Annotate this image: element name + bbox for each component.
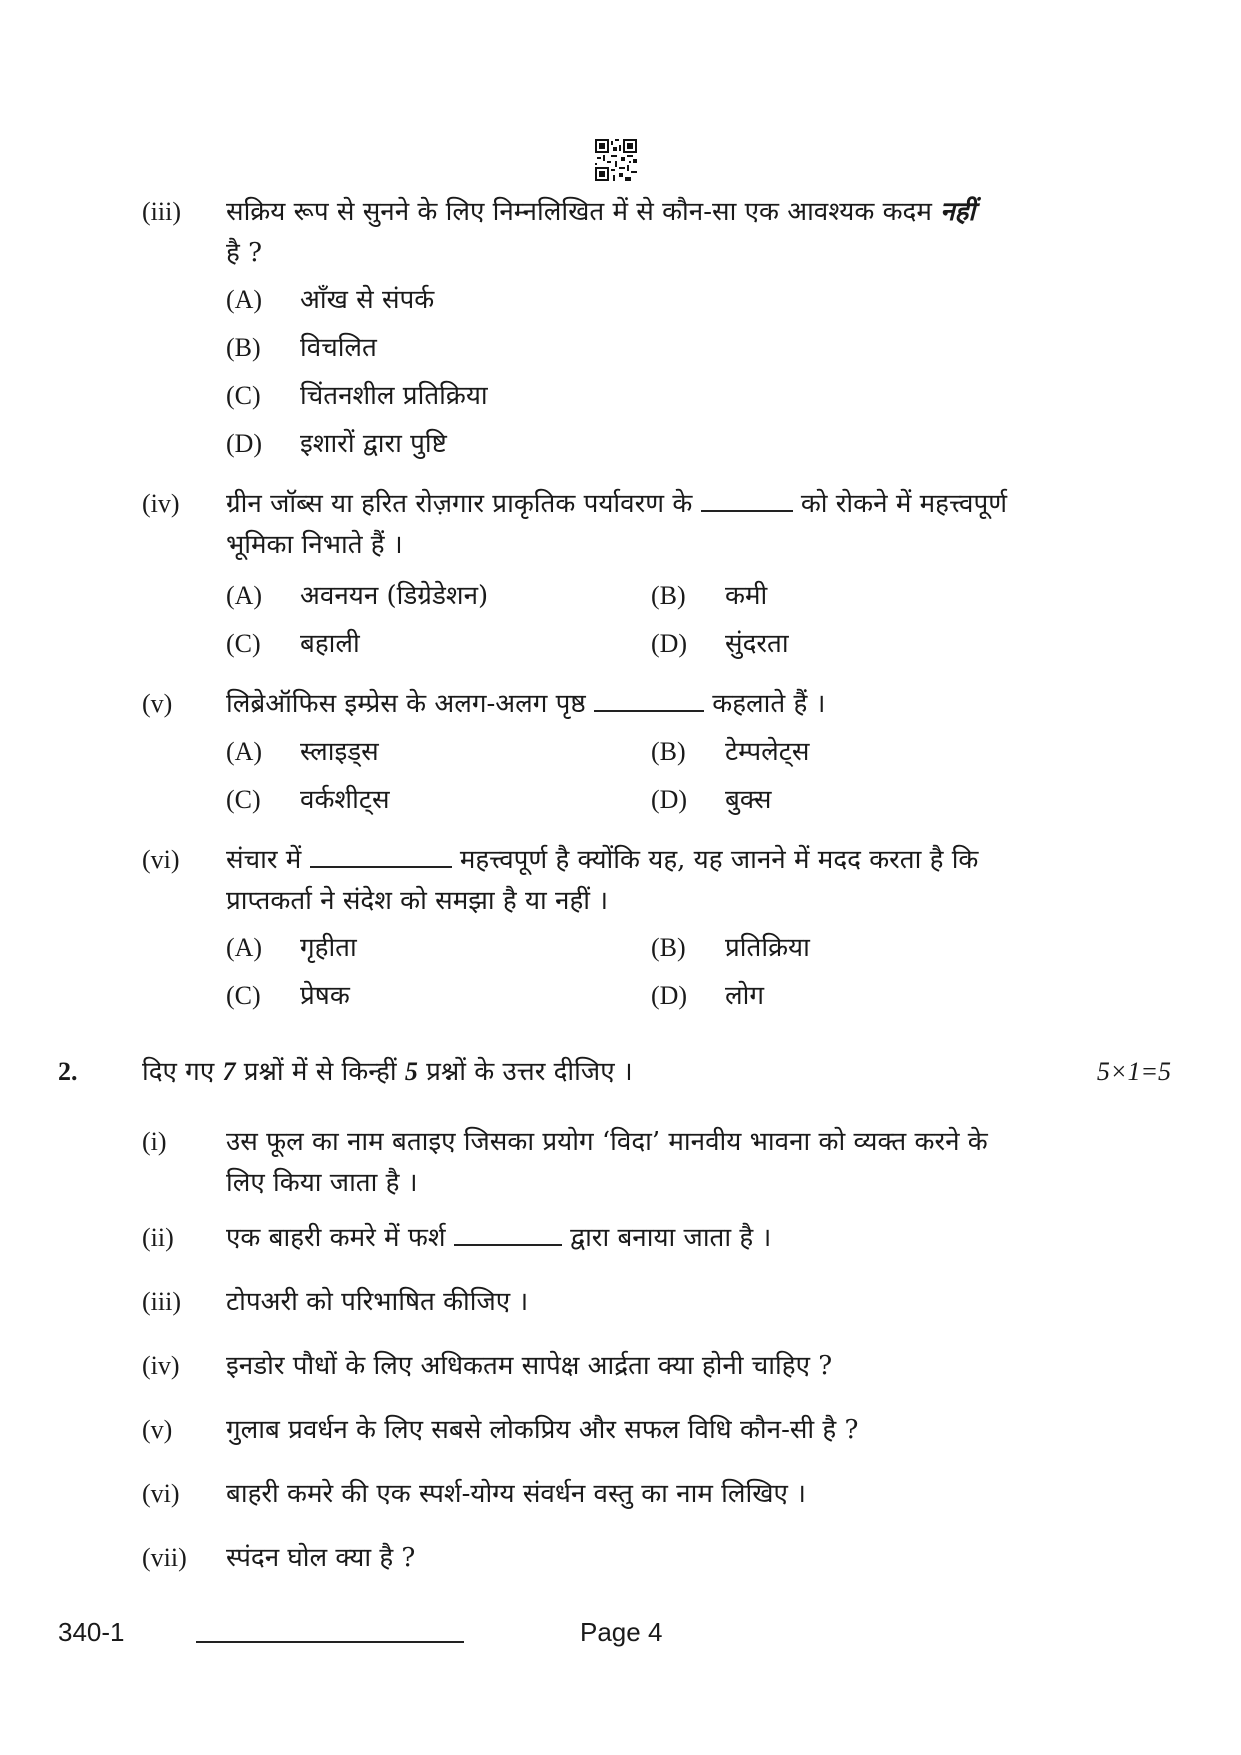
question-text-part: सक्रिय रूप से सुनने के लिए निम्नलिखित में से कौन-सा एक आवश्यक कदम	[226, 197, 941, 227]
option-b: (B) विचलित	[226, 333, 377, 363]
page-number: Page 4	[580, 1617, 663, 1647]
question-text	[226, 1218, 1114, 1259]
question-text-part: प्राप्तकर्ता ने संदेश को समझा है या नहीं ।	[226, 886, 609, 916]
option-a: (A) आँख से संपर्क	[226, 285, 435, 315]
instruction-count: 5	[404, 1057, 418, 1086]
question-text	[226, 840, 1114, 922]
fill-blank	[594, 688, 704, 712]
qr-code-icon	[595, 139, 637, 181]
question-text: टोपअरी को परिभाषित कीजिए ।	[226, 1287, 529, 1317]
question-number: (iii)	[142, 1287, 181, 1316]
instruction-part: प्रश्नों में से किन्हीं	[235, 1057, 405, 1087]
option-a: (A) अवनयन (डिग्रेडेशन)	[226, 581, 489, 611]
option-b: (B) प्रतिक्रिया	[651, 933, 810, 963]
question-text: इनडोर पौधों के लिए अधिकतम सापेक्ष आर्द्रता क्या होनी चाहिए ?	[226, 1351, 833, 1381]
question-text	[226, 192, 1114, 274]
option-b: (B) कमी	[651, 581, 768, 611]
question-text-part: संचार में	[226, 845, 302, 875]
marks-label: 5×1=5	[1096, 1057, 1171, 1086]
question-text-part: लिए किया जाता है ।	[226, 1168, 418, 1198]
question-text-part: द्वारा बनाया जाता है ।	[570, 1223, 772, 1253]
question-text-part: को रोकने में महत्त्वपूर्ण	[800, 489, 1008, 519]
question-text	[226, 484, 1114, 566]
paper-code: 340-1	[58, 1617, 125, 1647]
question-text-part: एक बाहरी कमरे में फर्श	[226, 1223, 446, 1253]
question-number: (ii)	[142, 1223, 174, 1252]
question-text: स्पंदन घोल क्या है ?	[226, 1543, 416, 1573]
question-2-instruction	[142, 1052, 633, 1092]
question-number: (vi)	[142, 1479, 180, 1508]
instruction-part: प्रश्नों के उत्तर दीजिए ।	[417, 1057, 633, 1087]
question-number: (v)	[142, 689, 173, 718]
question-text-part: महत्त्वपूर्ण है क्योंकि यह, यह जानने में मदद करता है कि	[459, 845, 979, 875]
option-d: (D) बुक्स	[651, 785, 772, 815]
question-number: (v)	[142, 1415, 173, 1444]
question-number: (vii)	[142, 1543, 187, 1572]
question-number: (i)	[142, 1127, 167, 1156]
question-text	[226, 1122, 1114, 1204]
question-text-part: भूमिका निभाते हैं ।	[226, 530, 403, 560]
footer-rule	[196, 1641, 464, 1643]
option-c: (C) बहाली	[226, 629, 360, 659]
option-a: (A) गृहीता	[226, 933, 357, 963]
option-b: (B) टेम्पलेट्स	[651, 737, 810, 767]
option-d: (D) लोग	[651, 981, 765, 1011]
option-c: (C) प्रेषक	[226, 981, 350, 1011]
question-number: (vi)	[142, 845, 180, 874]
option-c: (C) चिंतनशील प्रतिक्रिया	[226, 381, 488, 411]
option-d: (D) इशारों द्वारा पुष्टि	[226, 429, 447, 459]
question-number: (iv)	[142, 1351, 180, 1380]
question-text-part: उस फूल का नाम बताइए जिसका प्रयोग ‘विदा’ मानवीय भावना को व्यक्त करने के	[226, 1127, 988, 1157]
question-text-part: कहलाते हैं ।	[712, 689, 826, 719]
instruction-part: दिए गए	[142, 1057, 223, 1087]
question-text-part: है ?	[226, 238, 263, 268]
instruction-count: 7	[222, 1057, 236, 1086]
question-text-part: लिब्रेऑफिस इम्प्रेस के अलग-अलग पृष्ठ	[226, 689, 586, 719]
question-emphasis: नहीं	[940, 197, 976, 227]
fill-blank	[701, 488, 793, 512]
fill-blank	[310, 844, 452, 868]
option-a: (A) स्लाइड्स	[226, 737, 379, 767]
question-text: गुलाब प्रवर्धन के लिए सबसे लोकप्रिय और सफल विधि कौन-सी है ?	[226, 1415, 859, 1445]
question-number: (iii)	[142, 197, 181, 226]
question-text: बाहरी कमरे की एक स्पर्श-योग्य संवर्धन वस्तु का नाम लिखिए ।	[226, 1479, 806, 1509]
fill-blank	[454, 1222, 562, 1246]
question-text	[226, 684, 1114, 725]
option-d: (D) सुंदरता	[651, 629, 789, 659]
question-text-part: ग्रीन जॉब्स या हरित रोज़गार प्राकृतिक पर्यावरण के	[226, 489, 693, 519]
question-number: (iv)	[142, 489, 180, 518]
question-2-number: 2.	[58, 1057, 78, 1086]
option-c: (C) वर्कशीट्स	[226, 785, 390, 815]
